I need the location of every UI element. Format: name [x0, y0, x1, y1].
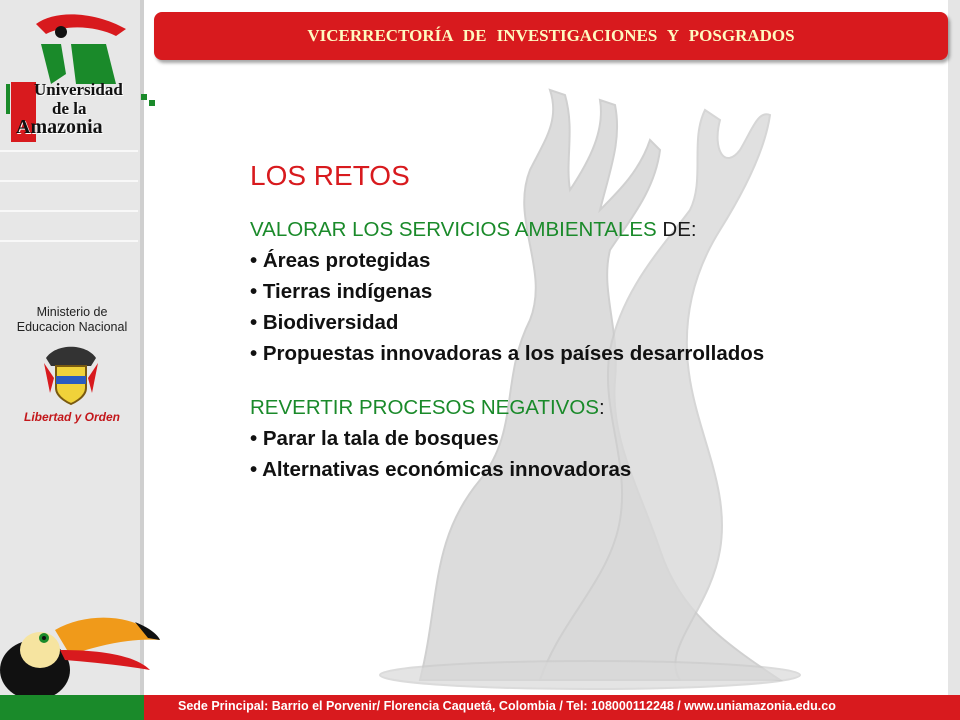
sidebar-stripe: [0, 180, 138, 182]
list-item: • Tierras indígenas: [250, 280, 433, 303]
logo-line-3: Amazonia: [16, 116, 103, 138]
list-item: • Propuestas innovadoras a los países desarrollados: [250, 342, 765, 365]
list-item: • Biodiversidad: [250, 311, 399, 334]
logo-line-2: de la: [52, 99, 87, 118]
right-edge: [948, 0, 960, 695]
section-heading-1-suffix: DE:: [656, 218, 697, 241]
sidebar-stripe: [0, 210, 138, 212]
section-heading-2-text: REVERTIR PROCESOS NEGATIVOS: [250, 396, 599, 419]
ministry-name: [8, 305, 136, 335]
section-heading-1-text: VALORAR LOS SERVICIOS AMBIENTALES: [250, 218, 657, 241]
slide-title: LOS RETOS: [250, 160, 410, 191]
university-logo-text: [16, 80, 123, 138]
header-banner: [154, 12, 948, 60]
ministry-line-1: Ministerio de: [36, 305, 108, 319]
section-heading-1: [250, 214, 910, 245]
section-heading-2: [250, 392, 910, 423]
list-item: • Parar la tala de bosques: [250, 427, 499, 450]
section-heading-2-suffix: :: [598, 396, 605, 419]
motto: Libertad y Orden: [23, 410, 121, 424]
footer-bar: [0, 695, 960, 720]
slide-content: [250, 160, 910, 485]
header-title: VICERRECTORÍA DE INVESTIGACIONES Y POSGRADOS: [307, 26, 795, 45]
list-item: • Áreas protegidas: [250, 249, 431, 272]
sidebar-stripe: [0, 240, 138, 242]
colombian-coat-of-arms-icon: [36, 338, 106, 408]
logo-line-1: Universidad: [34, 80, 123, 99]
list-item: • Alternativas económicas innovadoras: [250, 458, 632, 481]
ministry-line-2: Educacion Nacional: [16, 320, 128, 334]
toucan-bird-icon: [0, 600, 165, 695]
footer-green-block: [0, 695, 144, 720]
footer-address: Sede Principal: Barrio el Porvenir/ Florencia Caquetá, Colombia / Tel: 108000112248 / www.uniamazonia.edu.co: [178, 699, 836, 713]
